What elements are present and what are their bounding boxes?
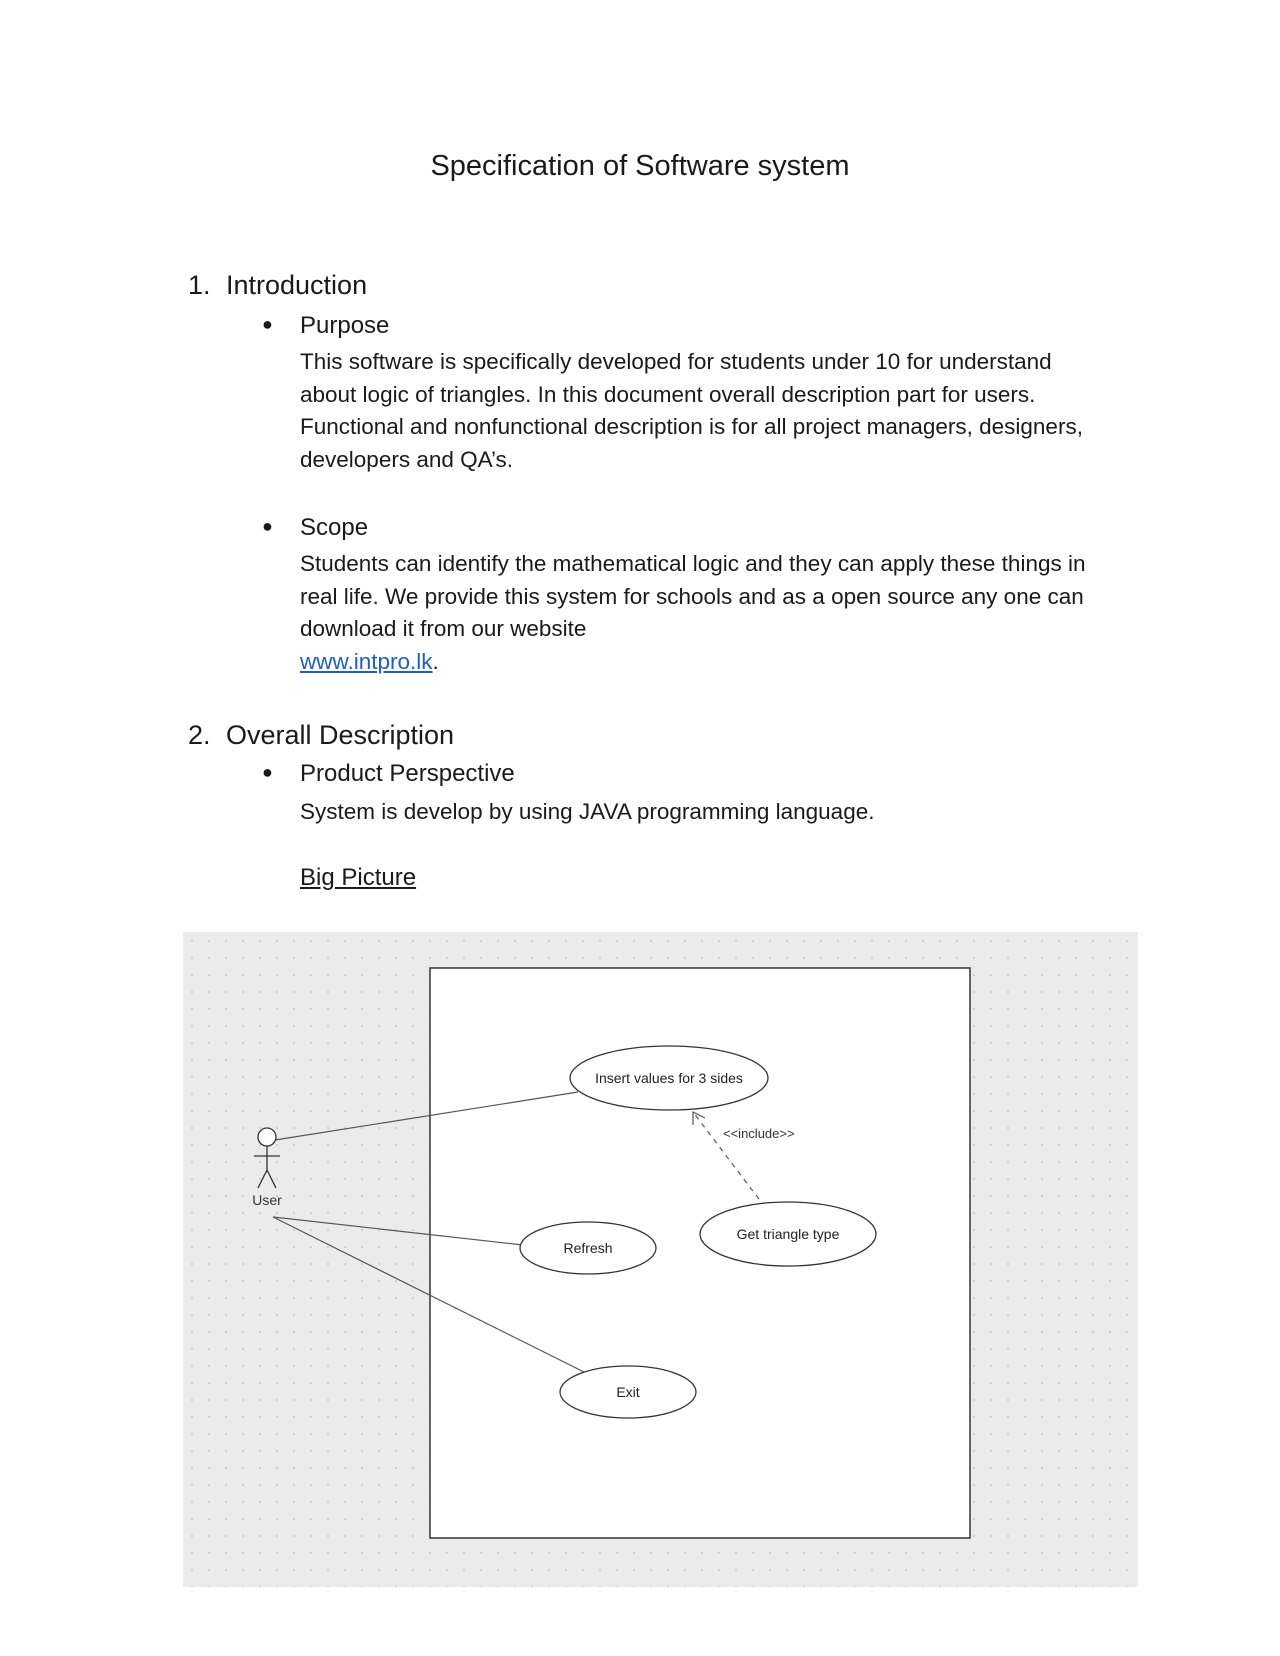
paragraph-line: Students can identify the mathematical logic and they can apply these things in: [300, 551, 1086, 576]
paragraph-line: Functional and nonfunctional description is for all project managers, designers,: [300, 414, 1083, 439]
product-perspective-paragraph: [300, 796, 1130, 829]
section-number: 1.: [188, 270, 211, 300]
section-heading-overall-description: [188, 720, 454, 751]
website-line: [300, 646, 1130, 679]
big-picture-heading: Big Picture: [300, 864, 417, 891]
document-title: Specification of Software system: [430, 150, 850, 182]
subheading-scope: [262, 514, 368, 542]
use-case-label: Refresh: [563, 1240, 613, 1256]
link-suffix: .: [432, 648, 439, 674]
use-case-label: Insert values for 3 sides: [595, 1070, 743, 1086]
subheading-label: Scope: [300, 514, 369, 541]
section-number: 2.: [188, 720, 211, 750]
section-title: Introduction: [226, 270, 368, 300]
subheading-product-perspective: [262, 760, 515, 788]
paragraph-line: download it from our website: [300, 616, 587, 641]
subheading-purpose: [262, 312, 389, 340]
bullet-icon: ●: [262, 762, 273, 782]
use-case-label: Get triangle type: [736, 1226, 840, 1242]
paragraph-line: developers and QA’s.: [300, 446, 514, 472]
include-label: <<include>>: [723, 1126, 795, 1141]
section-heading-introduction: [188, 270, 367, 301]
use-case-label: Exit: [616, 1384, 640, 1400]
actor-label: User: [252, 1192, 282, 1208]
paragraph-line: System is develop by using JAVA programming language.: [300, 799, 875, 824]
website-link[interactable]: www.intpro.lk: [300, 648, 433, 674]
purpose-paragraph: [300, 346, 1130, 476]
bullet-icon: ●: [262, 516, 273, 536]
paragraph-line: real life. We provide this system for schools and as a open source any one can: [300, 583, 1084, 609]
subheading-label: Purpose: [300, 312, 390, 339]
paragraph-line: This software is specifically developed for students under 10 for understand: [300, 349, 1052, 374]
use-case-diagram: [183, 932, 1138, 1587]
subheading-label: Product Perspective: [300, 760, 515, 787]
paragraph-line: about logic of triangles. In this document overall description part for users.: [300, 381, 1036, 407]
scope-paragraph: [300, 548, 1130, 678]
section-title: Overall Description: [226, 720, 455, 750]
bullet-icon: ●: [262, 314, 273, 334]
